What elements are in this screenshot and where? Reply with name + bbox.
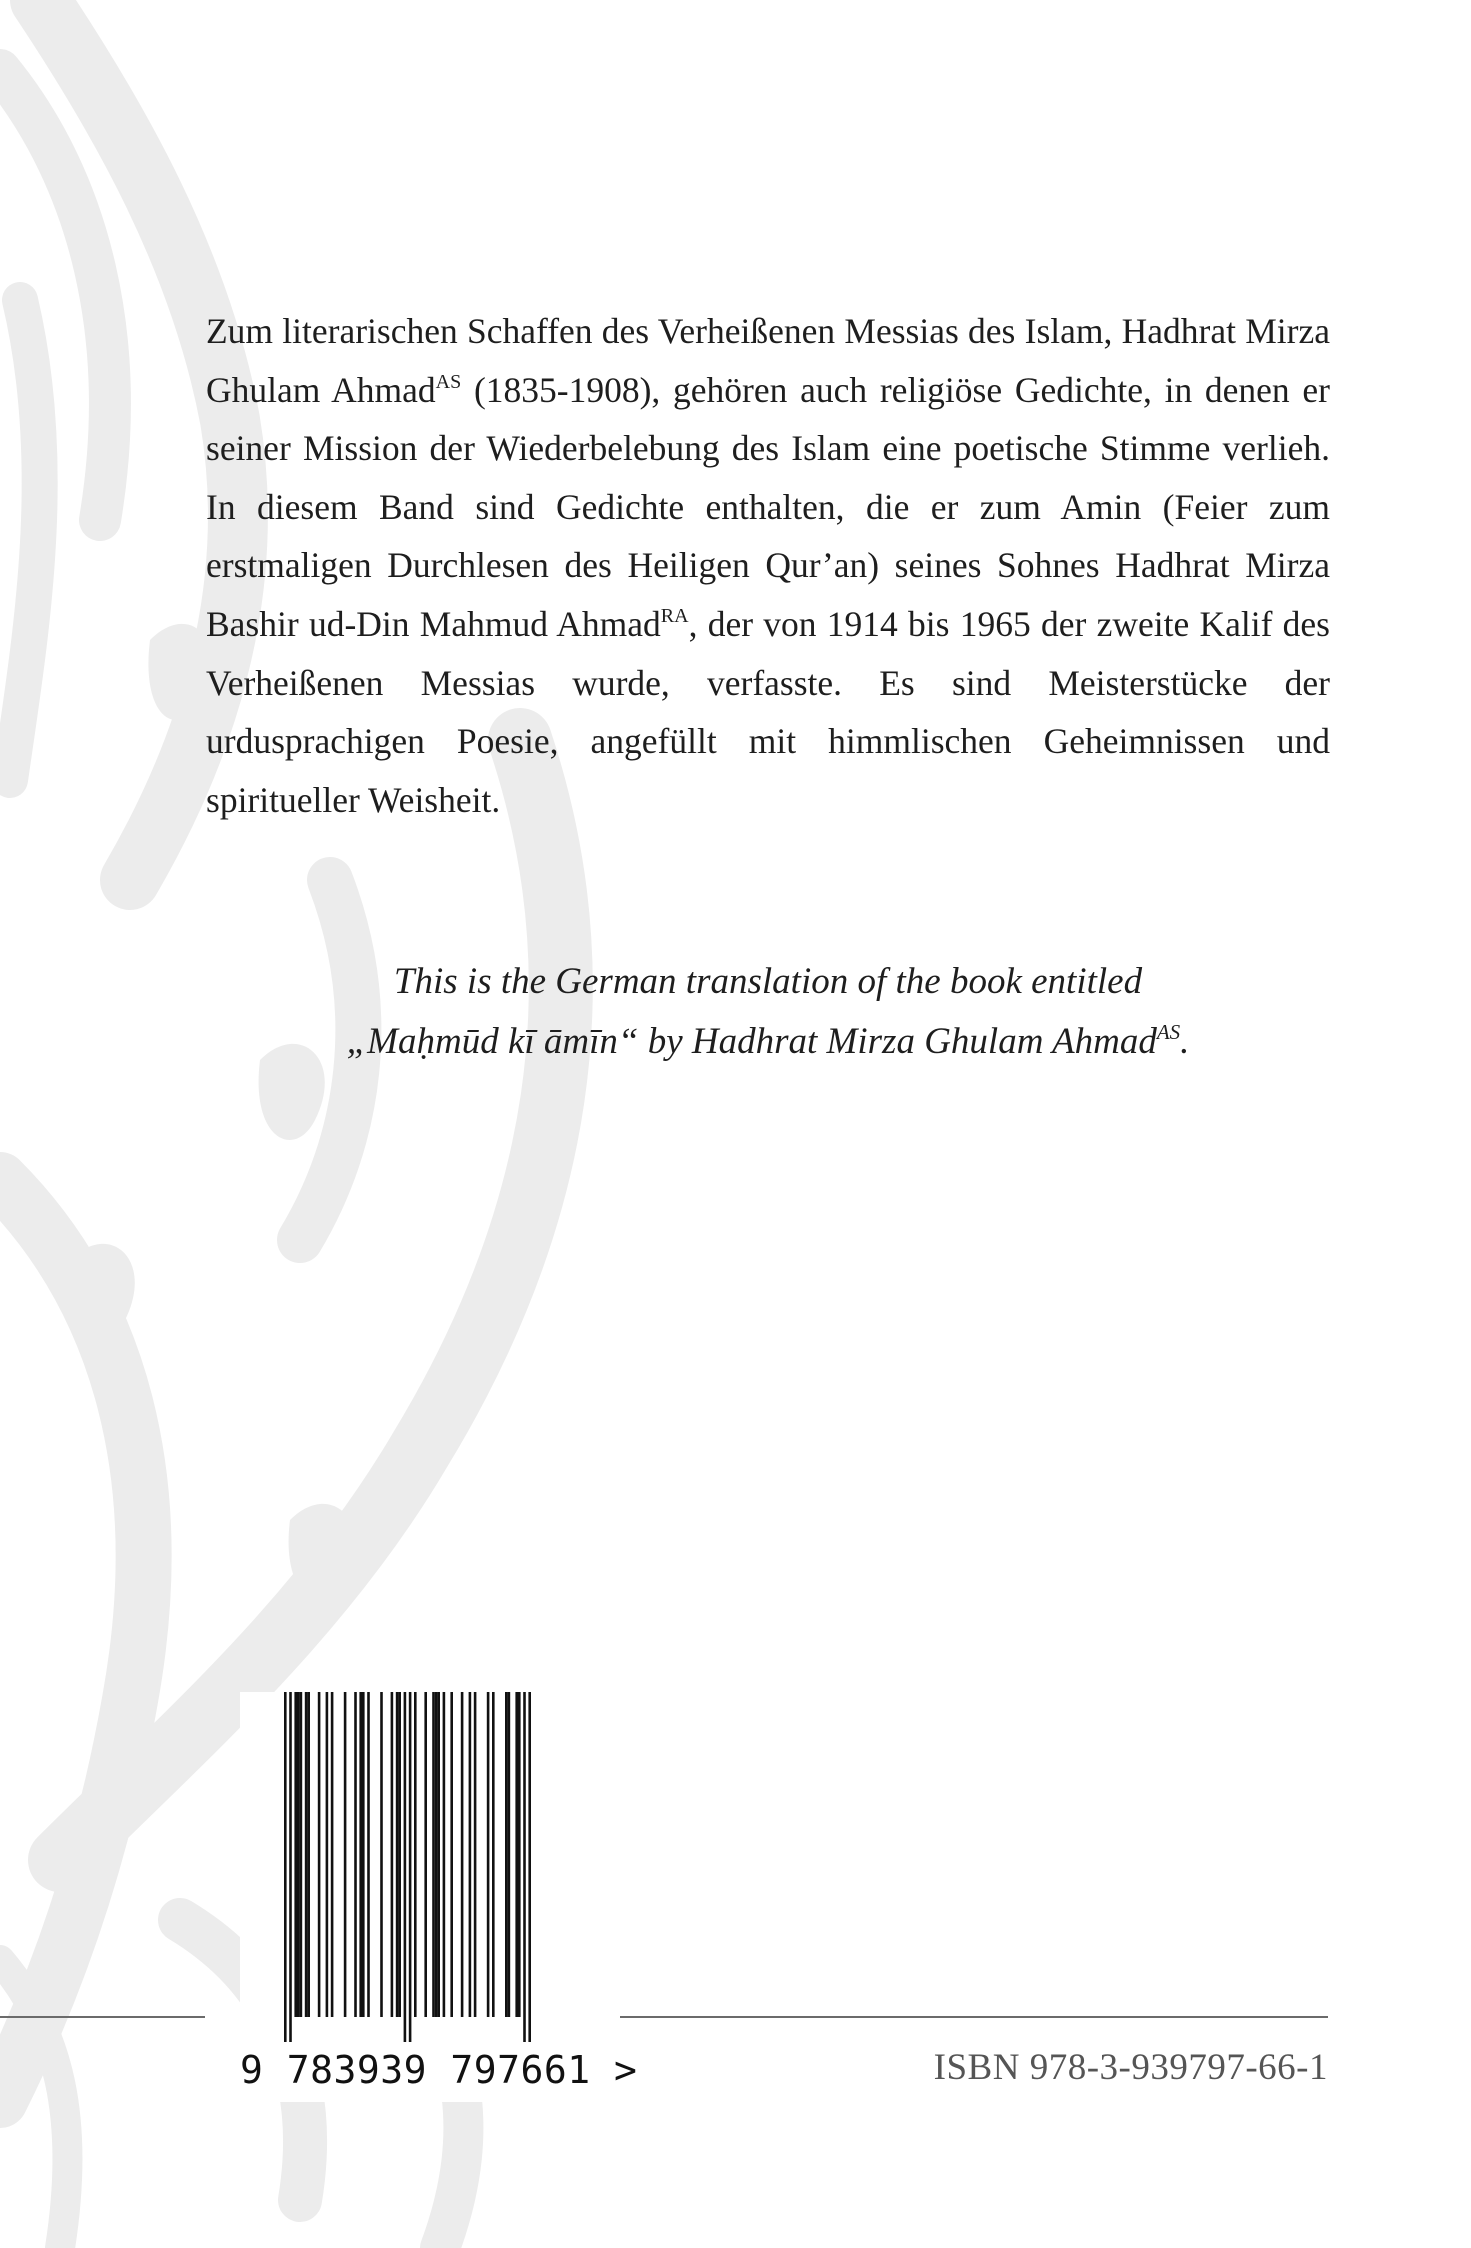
barcode-bar <box>380 1692 383 2017</box>
translation-note-line-2 <box>206 1012 1330 1072</box>
honorific-ra: RA <box>660 604 689 627</box>
barcode-bar <box>518 1692 521 2017</box>
barcode-bar <box>505 1692 508 2017</box>
barcode-bar <box>435 1692 438 2017</box>
barcode-bar <box>289 1692 292 2042</box>
barcode-bar <box>528 1692 531 2042</box>
barcode-bar <box>398 1692 401 2017</box>
honorific-as: AS <box>435 370 462 393</box>
barcode-bar <box>344 1692 347 2017</box>
rule-right <box>620 2016 1328 2018</box>
barcode-bars <box>240 1692 620 2052</box>
barcode-bar <box>318 1692 321 2017</box>
barcode-bar <box>396 1692 399 2017</box>
isbn-barcode <box>240 1692 638 2102</box>
isbn-label: ISBN 978-3-939797-66-1 <box>933 2047 1328 2088</box>
barcode-bar <box>443 1692 446 2017</box>
barcode-digits: 9 783939 797661 > <box>240 2048 638 2092</box>
barcode-bar <box>331 1692 334 2017</box>
barcode-bar <box>432 1692 435 2017</box>
barcode-bar <box>450 1692 453 2017</box>
barcode-bar <box>297 1692 300 2017</box>
barcode-bar <box>305 1692 308 2017</box>
blurb-paragraph <box>206 302 1330 829</box>
barcode-bar <box>437 1692 440 2017</box>
translation-note-honorific: AS <box>1156 1020 1181 1044</box>
barcode-bar <box>469 1692 472 2017</box>
rule-left <box>0 2016 205 2018</box>
barcode-bar <box>487 1692 490 2017</box>
barcode-bar <box>492 1692 495 2017</box>
barcode-bar <box>523 1692 526 2042</box>
barcode-bar <box>461 1692 464 2017</box>
barcode-bar <box>326 1692 329 2017</box>
blurb-text-3: , der von 1914 bis 1965 der zweite Kalif des Verheißenen Messias wurde, verfasste. Es sind Meisterstücke der urdusprachigen Poesie, angefüllt mit himmlischen Geheimnissen und spiritueller Weisheit. <box>206 603 1330 820</box>
barcode-bar <box>367 1692 370 2017</box>
barcode-bar <box>515 1692 518 2017</box>
translation-note-line-1: This is the German translation of the book entitled <box>393 961 1143 1002</box>
barcode-bar <box>404 1692 407 2042</box>
blurb-text-1: Zum literarischen Schaffen des Verheißenen Messias des Islam, Hadhrat Mirza Ghulam Ahmad <box>206 311 1330 410</box>
barcode-bar <box>284 1692 287 2042</box>
translation-note <box>206 952 1330 1072</box>
barcode-bar <box>359 1692 362 2017</box>
translation-note-title: „Maḥmūd kī āmīn“ by Hadhrat Mirza Ghulam Ahmad <box>346 1021 1157 1062</box>
blurb-text-2: (1835-1908), gehören auch religiöse Gedichte, in denen er seiner Mission der Wiederbelebung des Islam eine poetische Stimme verlieh. In diesem Band sind Gedichte enthalten, die er zum Amin (Feier zum erstmaligen Durchlesen des Heiligen Qur’an) seines Sohnes Hadhrat Mirza Bashir ud-Din Mahmud Ahmad <box>206 369 1330 644</box>
barcode-bar <box>414 1692 417 2017</box>
barcode-bar <box>508 1692 511 2017</box>
barcode-bar <box>307 1692 310 2017</box>
barcode-bar <box>354 1692 357 2017</box>
barcode-bar <box>409 1692 412 2042</box>
translation-note-period: . <box>1180 1021 1190 1062</box>
barcode-bar <box>391 1692 394 2017</box>
barcode-bar <box>474 1692 477 2017</box>
barcode-bar <box>362 1692 365 2017</box>
barcode-bar <box>300 1692 303 2017</box>
barcode-bar <box>424 1692 427 2017</box>
barcode-bar <box>294 1692 297 2017</box>
